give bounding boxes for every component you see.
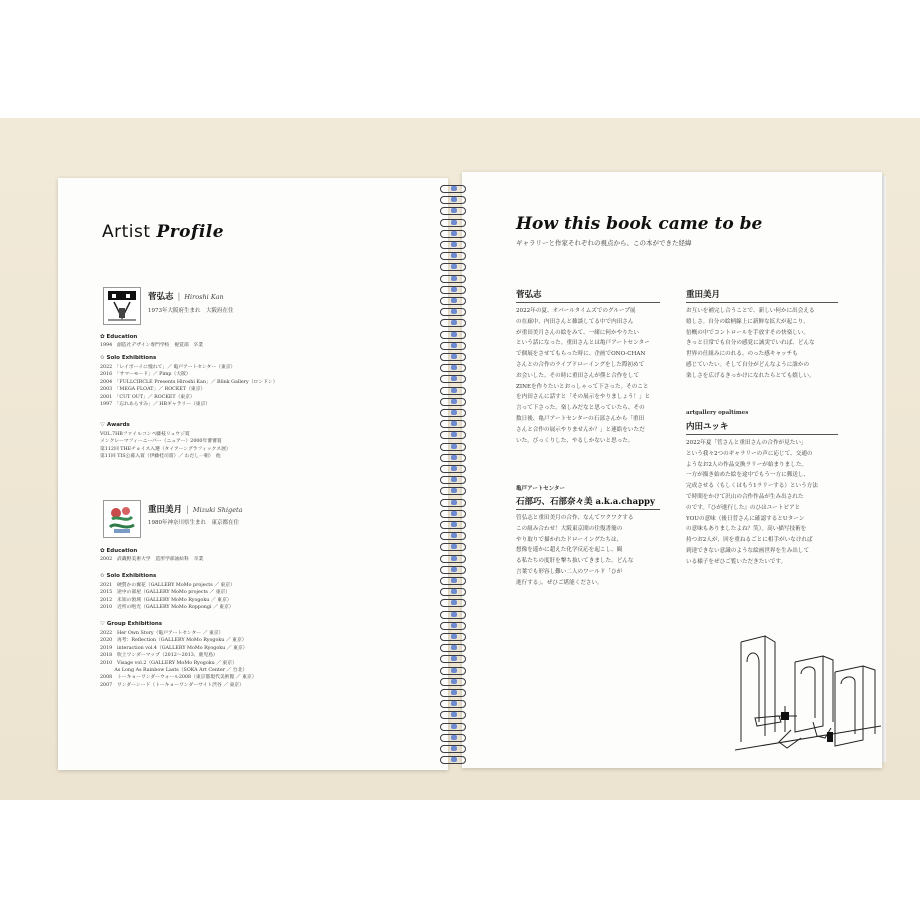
- spiral-coil: [438, 610, 468, 619]
- paragraph-line: 言葉でも形容し難い二人のワールド「ひが: [516, 568, 623, 575]
- paragraph-line: で個展をさせてもらった時に、企画でONO-CHAN: [516, 351, 646, 358]
- spiral-coil: [438, 565, 468, 574]
- artist1-solo-title: [100, 355, 156, 361]
- artist2-group-title: [100, 621, 162, 627]
- group-exhibition-entry: 2022 Her Own Story（亀戸アートセンター ／ 東京）: [100, 631, 224, 636]
- spiral-coil: [438, 341, 468, 350]
- col2b-rule: [686, 434, 838, 435]
- col1b-text: [516, 513, 633, 589]
- spiral-coil: [438, 464, 468, 473]
- paragraph-line: 世界の仕組みにのれる、のった感キャッチも: [686, 351, 798, 358]
- spiral-coil: [438, 307, 468, 316]
- section-label: Group Exhibitions: [106, 621, 163, 627]
- paragraph-line: 感じていたい。そして自分がどんなように誰かの: [686, 361, 810, 368]
- artist2-solo-title: [100, 573, 156, 579]
- artist1-solo-list: [100, 364, 278, 408]
- solo-exhibition-entry: 2016 「サマーモード」／ Pimp（大阪）: [100, 372, 191, 378]
- solo-exhibition-entry: 2001 「CUT OUT」／ ROCKET（東京）: [100, 394, 195, 400]
- group-exhibition-entry: 2010 Visage vol.2（GALLERY MoMo Ryogoku ／ 東京）: [100, 660, 237, 666]
- spiral-coil: [438, 520, 468, 529]
- spiral-coil: [438, 576, 468, 585]
- award-entry: VOL.7HBファイルコンペ藤枝リュウジ賞: [100, 432, 190, 437]
- paragraph-line: ようなお2人の作品交換ラリーが始まりました。: [686, 461, 808, 468]
- spiral-coil: [438, 285, 468, 294]
- paragraph-line: 2022年の夏、オパールタイムズでのグループ展: [516, 308, 636, 314]
- col1b-label: 亀戸アートセンター: [516, 486, 565, 492]
- col2b-label: artgallery opaltimes: [686, 410, 749, 416]
- title-emphasis: Profile: [156, 222, 225, 242]
- award-entry: メンクレーマフィーニーバー（ニュアー）2000年審審賞: [100, 439, 222, 445]
- artist2-roman-name: Mizuki Shigeta: [192, 506, 243, 514]
- education-entry: 1994 創造社デザイン専門学校 視覚部 卒業: [100, 343, 204, 348]
- spiral-coil: [438, 755, 468, 764]
- spiral-coil: [438, 397, 468, 406]
- paragraph-line: さんとの合作のライブドローイングをした際初めて: [516, 361, 645, 368]
- spiral-coil: [438, 744, 468, 753]
- star-icon: ✩: [100, 573, 105, 579]
- spiral-coil: [438, 240, 468, 249]
- col1-text: [516, 306, 650, 446]
- spiral-coil: [438, 621, 468, 630]
- artist2-education-title: [100, 548, 137, 554]
- spiral-coil: [438, 430, 468, 439]
- spiral-coil: [438, 587, 468, 596]
- spiral-coil: [438, 643, 468, 652]
- spiral-coil: [438, 296, 468, 305]
- section-label: Education: [106, 548, 138, 554]
- artist1-portrait: [103, 287, 141, 325]
- artist1-awards-title: [100, 422, 130, 428]
- col1b-rule: [516, 509, 660, 510]
- artist2-group-list: [100, 630, 257, 689]
- artist1-roman-name: Hiroshi Kan: [184, 293, 224, 301]
- group-exhibition-entry: 2018 吹上ワンダーマップ（2012〜2013、鹿児島）: [100, 653, 218, 659]
- paragraph-line: 倍概の中でコントロールを手放すその快楽しい。: [686, 329, 809, 336]
- paragraph-line: 持つお2人が、回を重ねるごとに相手がいなければ: [686, 537, 813, 544]
- spiral-coil: [438, 531, 468, 540]
- spiral-coil: [438, 654, 468, 663]
- col2b-text: [686, 438, 818, 568]
- paragraph-line: の在廊中、内田さんと雑談してる中で内田さん: [516, 318, 634, 325]
- spiral-coil: [438, 330, 468, 339]
- paragraph-line: 管弘志と重田美月の合作、なんてワクワクする: [516, 515, 634, 521]
- spiral-coil: [438, 498, 468, 507]
- artist-profile-title: [102, 222, 224, 242]
- artist1-education-list: [100, 342, 203, 349]
- paragraph-line: 一方が描き始めた絵を途中でもう一方に郵送し、: [686, 472, 810, 479]
- group-exhibition-entry: 2007 ワンダーシード（トーキョーワンダーサイト渋谷 ／ 東京）: [100, 682, 244, 688]
- spiral-coil: [438, 542, 468, 551]
- section-label: Awards: [106, 422, 130, 428]
- paragraph-line: という我々2つのギャラリーの声に応じて、交通の: [686, 450, 813, 457]
- section-label: Education: [106, 334, 138, 340]
- spiral-coil: [438, 408, 468, 417]
- artist1-awards-list: [100, 431, 231, 461]
- paragraph-line: 2022年夏「菅さんと重田さんの合作が見たい」: [686, 440, 807, 446]
- spiral-coil: [438, 710, 468, 719]
- paragraph-line: を内田さんに話すと「その展示をやりましょう！」と: [516, 394, 651, 401]
- artist1-name-line: [148, 290, 224, 302]
- spiral-coil: [438, 733, 468, 742]
- paragraph-line: 到達できない意識のような絵画世界を生み出して: [686, 547, 810, 554]
- name-separator: |: [186, 505, 189, 515]
- col1-rule: [516, 302, 660, 303]
- spiral-coil: [438, 374, 468, 383]
- architecture-line-drawing: [735, 622, 881, 762]
- artist2-portrait: [103, 500, 141, 538]
- artist2-name-line: [148, 503, 243, 515]
- solo-exhibition-entry: 2012 未知の領域（GALLERY MoMo Ryogoku ／ 東京）: [100, 597, 232, 603]
- spiral-binding: [438, 178, 468, 768]
- spiral-coil: [438, 509, 468, 518]
- spiral-coil: [438, 598, 468, 607]
- group-exhibition-entry: As Long As Rainbow Lasts（SOKA Art Center ／ 台北）: [100, 667, 248, 673]
- star-icon: ✩: [100, 355, 105, 361]
- spiral-coil: [438, 475, 468, 484]
- solo-exhibition-entry: 1997 「忘れあらすみ」／ HBギャラリー（東京）: [100, 401, 211, 407]
- paragraph-line: で時間をかけて沢山の合作作品が生み出された: [686, 493, 804, 500]
- artist1-education-title: [100, 334, 137, 340]
- paragraph-line: 言って下さった。楽しみだなと思っていたら、その: [516, 405, 645, 412]
- book-story-subtitle: ギャラリーと作家それぞれの視点から、この本ができた経緯: [516, 239, 692, 247]
- spiral-coil: [438, 195, 468, 204]
- paragraph-line: さんと合作の展示やりませんか？」と連絡をいただ: [516, 426, 645, 433]
- artist2-birth: 1980年神奈川県生まれ 東京都在住: [148, 520, 239, 526]
- star-icon: ✿: [100, 334, 105, 340]
- paragraph-line: お会いした。その時に重田さんが僕と合作をして: [516, 372, 640, 379]
- paragraph-line: の意味もありましたよね？笑）。高い描写技術を: [686, 526, 807, 533]
- title-word: Artist: [102, 222, 151, 242]
- spiral-coil: [438, 442, 468, 451]
- col1-heading: 菅弘志: [516, 290, 542, 300]
- col2-text: [686, 306, 815, 382]
- spiral-coil: [438, 632, 468, 641]
- artist1-name: 菅弘志: [148, 292, 174, 302]
- group-exhibition-entry: 2019 interaction vol.4（GALLERY MoMo Ryogoku ／ 東京）: [100, 645, 248, 651]
- solo-exhibition-entry: 2022 「レイボーイに憧れて」／ 亀戸アートセンター（東京）: [100, 365, 236, 370]
- paragraph-line: る私たちの度肝を撃ち抜いてきました。どんな: [516, 558, 634, 565]
- col1b-heading: 石部巧、石部奈々美 a.k.a.chappy: [516, 497, 655, 507]
- artist1-birth: 1973年大阪府生まれ 大阪府在住: [148, 308, 234, 314]
- solo-exhibition-entry: 2003 「MEGA FLOAT」／ ROCKET（東京）: [100, 387, 206, 393]
- spiral-coil: [438, 274, 468, 283]
- spiral-coil: [438, 218, 468, 227]
- spiral-coil: [438, 318, 468, 327]
- col2b-heading: 内田ユッキ: [686, 422, 729, 432]
- paragraph-line: が重田美月さんの絵をみて、一緒に何かやりたい: [516, 329, 639, 336]
- artist2-education-list: [100, 556, 203, 563]
- spiral-coil: [438, 229, 468, 238]
- award-entry: 第11回 TIS公募入賞（伊藤桂司賞）／ わだし一朝） 他: [100, 454, 221, 460]
- spiral-coil: [438, 386, 468, 395]
- col2-heading: 重田美月: [686, 290, 721, 300]
- group-exhibition-entry: 2008 トーキョーワンダーウォール2008（東京都現代美術館 ／ 東京）: [100, 675, 257, 681]
- paragraph-line: やり取りで描かれたドローイングたちは、: [516, 536, 623, 543]
- star-icon: ✿: [100, 548, 105, 554]
- paragraph-line: きっと日常でも自分の感覚に誠実でいれば、どんな: [686, 340, 815, 347]
- paragraph-line: いた。びっくりした、やるしかないと思った。: [516, 437, 634, 444]
- col2-rule: [686, 302, 838, 303]
- spiral-coil: [438, 688, 468, 697]
- spiral-coil: [438, 419, 468, 428]
- spiral-coil: [438, 486, 468, 495]
- spiral-coil: [438, 251, 468, 260]
- artist2-name: 重田美月: [148, 505, 183, 515]
- paragraph-line: 楽しさを広げるきっかけになれたらとても嬉しい。: [686, 372, 815, 379]
- solo-exhibition-entry: 2015 途中の部屋（GALLERY MoMo projects ／ 東京）: [100, 590, 231, 596]
- solo-exhibition-entry: 2010 近所の咆光（GALLERY MoMo Roppongi ／ 東京）: [100, 605, 234, 611]
- education-entry: 2002 武蔵野美術大学 造形学部油絵科 卒業: [100, 557, 204, 562]
- paragraph-line: 嬉しさ。自分の絵柄線上に新鮮な拡大が起こり、: [686, 318, 809, 325]
- group-exhibition-entry: 2020 再考：Reflection（GALLERY MoMo Ryogoku ／ 東京）: [100, 638, 247, 644]
- spiral-coil: [438, 554, 468, 563]
- spiral-coil: [438, 453, 468, 462]
- spiral-coil: [438, 666, 468, 675]
- paragraph-line: 想像を遥かに超えた化学反応を起こし、観: [516, 547, 623, 554]
- heart-icon: ♡: [100, 621, 105, 627]
- paragraph-line: いる様子をぜひご覧いただきたいです。: [686, 558, 787, 565]
- spiral-coil: [438, 206, 468, 215]
- paragraph-line: 進行する」、ぜひご堪能ください。: [516, 579, 603, 586]
- solo-exhibition-entry: 2021 硬質かの翼花（GALLERY MoMo projects ／ 東京）: [100, 583, 235, 588]
- spiral-coil: [438, 677, 468, 686]
- spiral-coil: [438, 352, 468, 361]
- spiral-coil: [438, 722, 468, 731]
- section-label: Solo Exhibitions: [106, 573, 157, 579]
- paragraph-line: ZINEを作りたいとおっしゃって下さった。そのこと: [516, 383, 649, 390]
- paragraph-line: 数日後、亀戸アートセンターの石部さんから「重田: [516, 415, 645, 422]
- section-label: Solo Exhibitions: [106, 355, 157, 361]
- spiral-coil: [438, 262, 468, 271]
- paragraph-line: のです。『ひが進行した』のひはユートピアと: [686, 504, 801, 511]
- book-story-title: How this book came to be: [516, 214, 763, 234]
- artist2-solo-list: [100, 582, 235, 612]
- spiral-coil: [438, 699, 468, 708]
- name-separator: |: [177, 292, 181, 302]
- spiral-coil: [438, 363, 468, 372]
- award-entry: 第112回 THEチョイス入選（タイアーングラフィックス展）: [100, 446, 231, 452]
- paragraph-line: という話になった。重田さんとは亀戸アートセンター: [516, 340, 650, 347]
- paragraph-line: 完成させる（もしくはもう1ラリーする）という方法: [686, 483, 818, 490]
- heart-icon: ♡: [100, 422, 105, 428]
- spiral-coil: [438, 184, 468, 193]
- paragraph-line: YOUの意味（後日菅さんに確認するとUターン: [686, 515, 805, 522]
- paragraph-line: この組み合わせ！大阪東京間の往復書簡の: [516, 525, 623, 532]
- solo-exhibition-entry: 2004 「FULLCIRCLE Presents Hiroshi Kan」／ Blink Gallery（ロンドン）: [100, 379, 278, 385]
- paragraph-line: お互いを補完し合うことで、新しい何かに出会える: [686, 308, 815, 314]
